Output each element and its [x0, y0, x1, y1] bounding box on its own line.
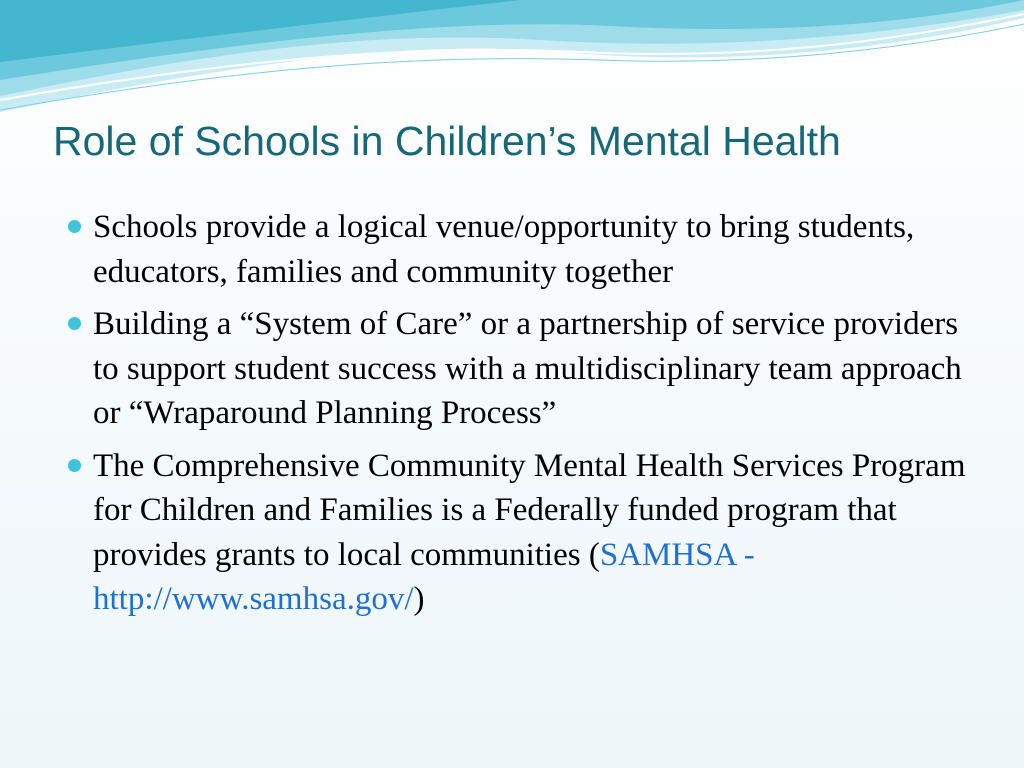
bullet-list	[66, 205, 966, 630]
bullet-text-3-before-link: The Comprehensive Community Mental Health Services Program for Children and Families is a Federally funded program that provides grants to local communities (	[93, 447, 966, 573]
slide-title: Role of Schools in Children’s Mental Health	[53, 118, 841, 164]
bullet-item-2	[66, 302, 966, 436]
bullet-text-1: Schools provide a logical venue/opportunity to bring students, educators, families and community together	[93, 209, 915, 290]
bullet-text-3-after-link: )	[413, 581, 425, 617]
bullet-dot-icon	[68, 459, 81, 472]
decorative-wave-header	[0, 0, 1024, 125]
bullet-text-2: Building a “System of Care” or a partnership of service providers to support student success with a multidisciplinary team approach or “Wraparound Planning Process”	[93, 306, 962, 431]
samhsa-link[interactable]: SAMHSA - http://www.samhsa.gov/	[93, 536, 755, 617]
bullet-item-3	[66, 444, 966, 622]
bullet-dot-icon	[68, 220, 81, 233]
bullet-dot-icon	[68, 317, 81, 330]
bullet-item-1	[66, 205, 966, 294]
